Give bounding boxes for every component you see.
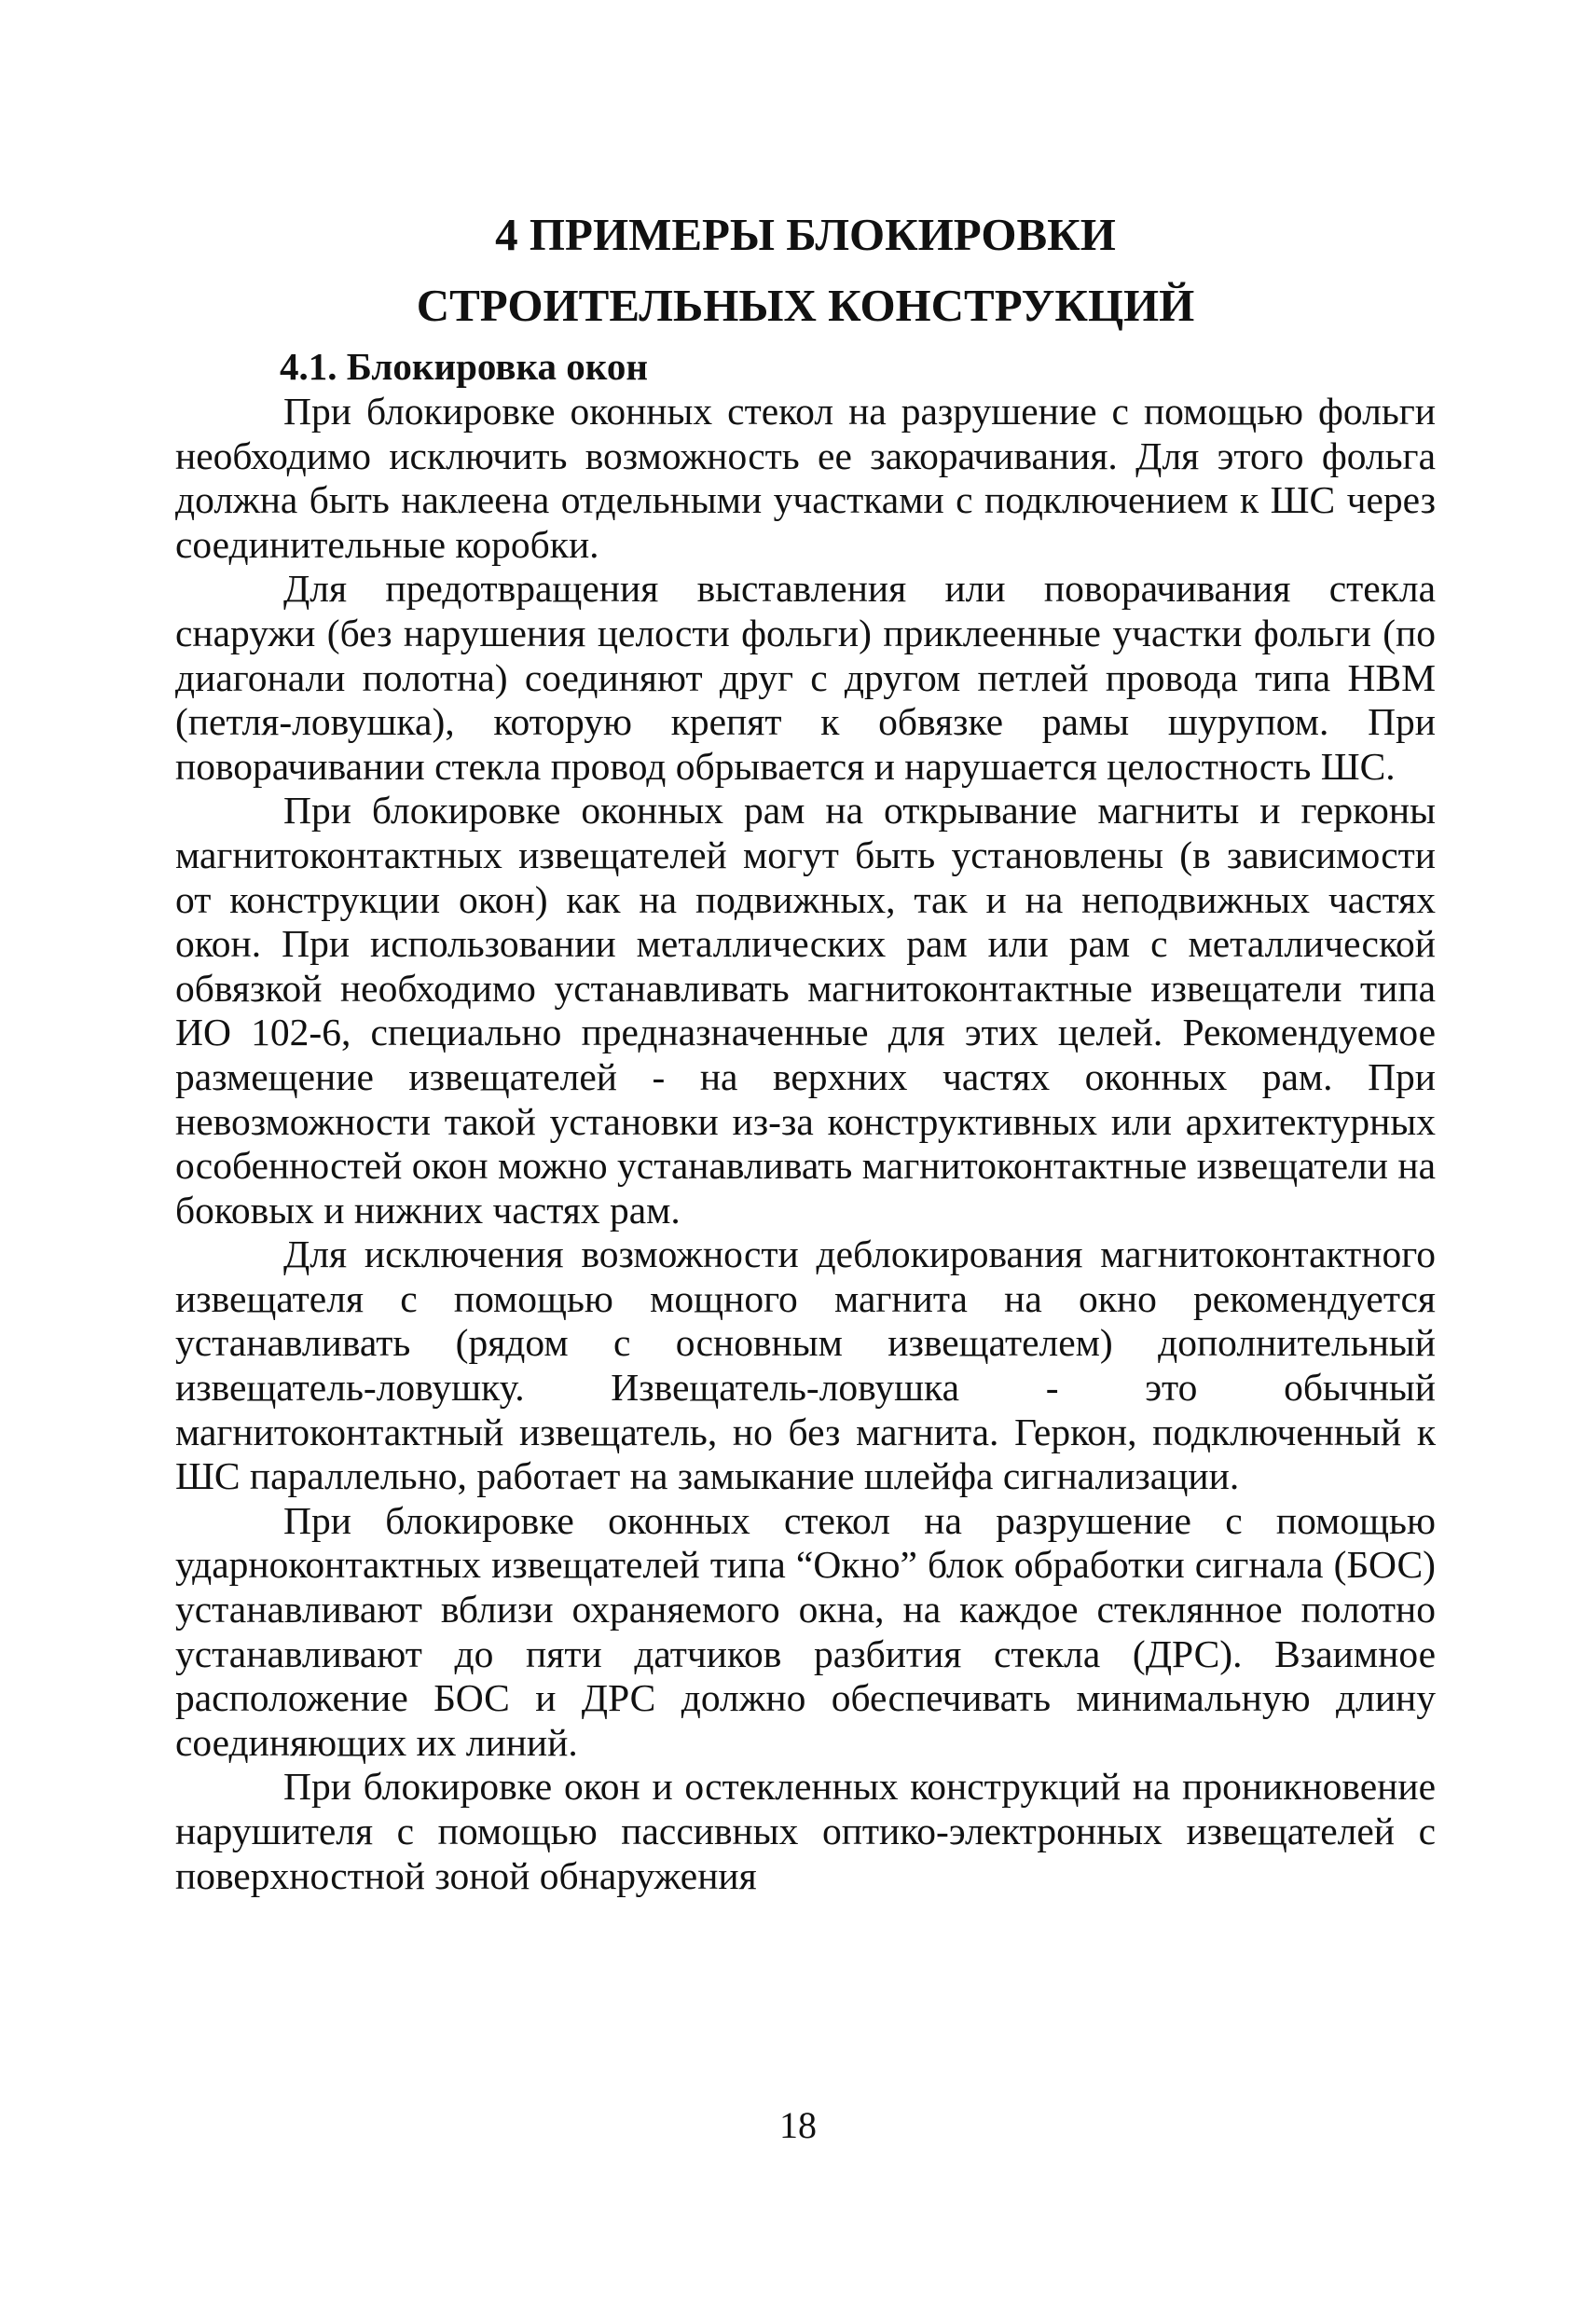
paragraph-5: При блокировке оконных стекол на разрушение с помощью ударноконтактных извещателей типа “Окно” блок обработки сигнала (БОС) устанавливают вблизи охраняемого окна, на каждое стеклянное полотно устанавливают до пяти датчиков разбития стекла (ДРС). Взаимное расположение БОС и ДРС должно обеспечивать минимальную длину соединяющих их линий. bbox=[175, 1498, 1436, 1764]
paragraph-4: Для исключения возможности деблокирования магнитоконтактного извещателя с помощью мощного магнита на окно рекомендуется устанавливать (рядом с основным извещателем) дополнительный извещатель-ловушку. Извещатель-ловушка - это обычный магнитоконтактный извещатель, но без магнита. Геркон, подключенный к ШС параллельно, работает на замыкание шлейфа сигнализации. bbox=[175, 1232, 1436, 1498]
paragraph-1: При блокировке оконных стекол на разрушение с помощью фольги необходимо исключить возможность ее закорачивания. Для этого фольга должна быть наклеена отдельными участками с подключением к ШС через соединительные коробки. bbox=[175, 390, 1436, 566]
document-page bbox=[175, 0, 1436, 1898]
page-number: 18 bbox=[779, 2104, 817, 2146]
paragraph-6: При блокировке окон и остекленных конструкций на проникновение нарушителя с помощью пассивных оптико-электронных извещателей с поверхностной зоной обнаружения bbox=[175, 1765, 1436, 1897]
paragraph-2: Для предотвращения выставления или поворачивания стекла снаружи (без нарушения целости фольги) приклеенные участки фольги (по диагонали полотна) соединяют друг с другом петлей провода типа НВМ (петля-ловушка), которую крепят к обвязке рамы шурупом. При поворачивании стекла провод обрывается и нарушается целостность ШС. bbox=[175, 567, 1436, 788]
paragraph-3: При блокировке оконных рам на открывание магниты и герконы магнитоконтактных извещателей могут быть установлены (в зависимости от конструкции окон) как на подвижных, так и на неподвижных частях окон. При использовании металлических рам или рам с металлической обвязкой необходимо устанавливать магнитоконтактные извещатели типа ИО 102-6, специально предназначенные для этих целей. Рекомендуемое размещение извещателей - на верхних частях оконных рам. При невозможности такой установки из-за конструктивных или архитектурных особенностей окон можно устанавливать магнитоконтактные извещатели на боковых и нижних частях рам. bbox=[175, 789, 1436, 1232]
chapter-title-line-1: 4 ПРИМЕРЫ БЛОКИРОВКИ bbox=[495, 209, 1116, 260]
chapter-title-line-2: СТРОИТЕЛЬНЫХ КОНСТРУКЦИЙ bbox=[416, 280, 1195, 331]
section-heading: 4.1. Блокировка окон bbox=[280, 345, 648, 388]
